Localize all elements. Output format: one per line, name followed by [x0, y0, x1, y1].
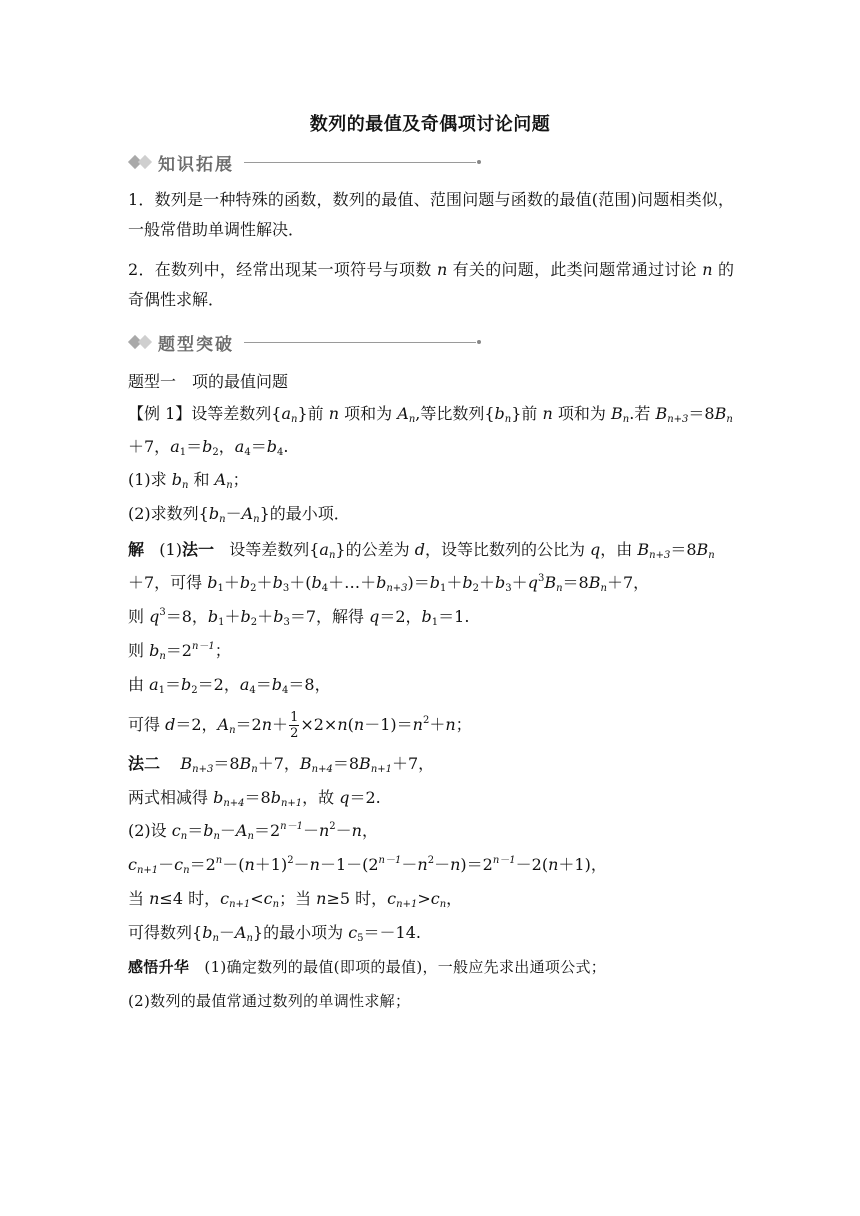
solution-line-2: ＋7，可得 $b_1+b_2+b_3+(b_4+\dots+b_{n+3})=b_1+b_2+b_3+q^3B_n=8B_n+7$， [128, 573, 650, 594]
section-header-problems [128, 329, 481, 355]
knowledge-paragraph-1: 1．数列是一种特殊的函数，数列的最值、范围问题与函数的最值(范围)问题相类似，一般常借助单调性解决． [128, 190, 734, 239]
section-divider [244, 162, 476, 163]
example-line-1: 【例 1】设等差数列$\{a_n\}$前 n 项和为 $A_n$,等比数列$\{b_n\}$前 n 项和为 $B_n$.若 $B_{n+3}=8B_n$ [128, 404, 733, 425]
solution-line-7: 法二 $B_{n+3}=8B_n+7$，$B_{n+4}=8B_{n+1}+7$， [128, 754, 435, 775]
solution-line-9: (2)设 $c_n=b_n-A_n=2^{n-1}-n^2-n$， [128, 821, 378, 842]
knowledge-paragraph-2: 2．在数列中，经常出现某一项符号与项数 n 有关的问题，此类问题常通过讨论 n 的奇偶性求解． [128, 260, 734, 309]
problem-type-heading: 题型一 项的最值问题 [128, 372, 289, 391]
solution-line-12: 可得数列$\{b_n-A_n\}$的最小项为 $c_5=-14$. [128, 923, 421, 944]
solution-line-3: 则 $q^3=8$，$b_1+b_2+b_3=7$，解得 q＝2，$b_1=1$. [128, 607, 470, 628]
solution-line-10: $c_{n+1}-c_n=2^n-(n+1)^2-n-1-(2^{n-1}-n^2-n)=2^{n-1}-2(n+1)$， [128, 855, 607, 876]
insight-line-2: (2)数列的最值常通过数列的单调性求解； [128, 992, 411, 1010]
page-title: 数列的最值及奇偶项讨论问题 [309, 114, 551, 135]
fraction-one-half: $\frac{1}{2}$ [290, 710, 299, 741]
insight-line-1: 感悟升华 (1)确定数列的最值(即项的最值)，一般应先求出通项公式； [128, 958, 607, 976]
solution-line-5: 由 $a_1=b_2=2$，$a_4=b_4=8$， [128, 675, 331, 696]
example-line-2: ＋7，$a_1=b_2$，$a_4=b_4$. [128, 437, 289, 458]
section-header-knowledge [128, 149, 481, 175]
solution-line-11: 当 n≤4 时，$c_{n+1}<c_n$；当 n≥5 时，$c_{n+1}>c_n$， [128, 889, 463, 910]
section-label: 题型突破 [158, 334, 234, 355]
solution-line-8: 两式相减得 $b_{n+4}=8b_{n+1}$，故 q＝2. [128, 788, 381, 809]
section-label: 知识拓展 [158, 154, 234, 175]
insight-label: 感悟升华 [128, 958, 190, 976]
solution-line-1: 解 (1)法一 设等差数列$\{a_n\}$的公差为 d，设等比数列的公比为 q，由 $B_{n+3}=8B_n$ [128, 540, 715, 561]
diamond-bullet-icon [128, 153, 154, 171]
diamond-bullet-icon [128, 333, 154, 351]
section-divider [244, 342, 476, 343]
example-tag: 【例 1】 [128, 404, 192, 423]
solution-line-6: 可得 d＝2，$A_n=2n+$ $\frac{1}{2}$ $\times 2\times n(n-1)=n^2+n$； [128, 710, 472, 741]
question-1: (1)求 $b_n$ 和 $A_n$； [128, 470, 249, 491]
solution-line-4: 则 $b_n=2^{n-1}$； [128, 641, 231, 662]
question-2: (2)求数列$\{b_n-A_n\}$的最小项． [128, 504, 350, 525]
